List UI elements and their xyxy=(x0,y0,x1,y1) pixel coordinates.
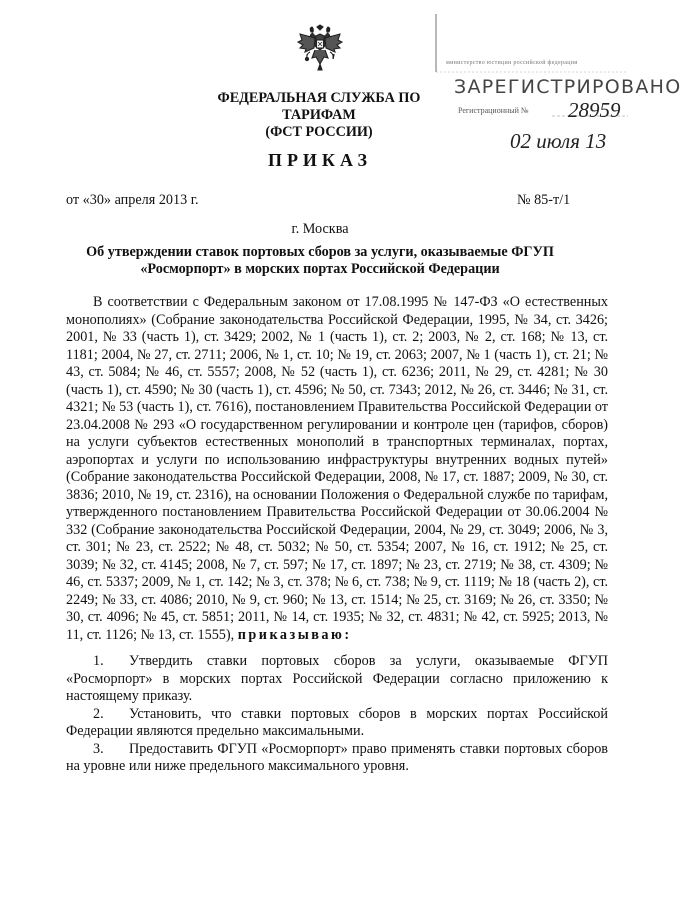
stamp-reg-number: 28959 xyxy=(568,98,621,122)
stamp-registered-label: ЗАРЕГИСТРИРОВАНО xyxy=(454,76,681,98)
stamp-reg-date: 02 июля 13 xyxy=(510,129,607,153)
order-item-text: Утвердить ставки портовых сборов за услуги, оказываемые ФГУП «Росморпорт» в морских портах Российской Федерации согласно приложению к настоящему приказу. xyxy=(66,653,608,704)
order-item xyxy=(66,706,608,741)
document-body xyxy=(66,294,608,776)
agency-name-line1: ФЕДЕРАЛЬНАЯ СЛУЖБА ПО ТАРИФАМ xyxy=(217,90,421,123)
order-item-number: 3. xyxy=(93,740,104,757)
order-item-number: 2. xyxy=(93,705,104,722)
order-items xyxy=(66,653,608,776)
order-item-text: Предоставить ФГУП «Росморпорт» право применять ставки портовых сборов на уровне или ниже предельного максимального уровня. xyxy=(66,740,608,774)
order-item-number: 1. xyxy=(93,653,104,669)
preamble-paragraph xyxy=(66,294,608,644)
order-word: приказываю: xyxy=(237,626,352,643)
coat-of-arms-emblem xyxy=(296,24,344,76)
order-item xyxy=(66,653,608,706)
stamp-reg-number-label: Регистрационный № xyxy=(458,106,529,115)
agency-name xyxy=(184,90,454,141)
preamble-text: В соответствии с Федеральным законом от 17.08.1995 № 147-ФЗ «О естественных монополиях» (Собрание законодательства Российской Федерации, 1995, № 34, ст. 3426; 2001, № 33 (часть 1), ст. 3429; 2002, № 1 (часть 1), ст. 2; 2003, № 2, ст. 168; № 13, ст. 1181; 2004, № 27, ст. 2711; 2006, № 1, ст. 10; № 19, ст. 2063; 2007, № 1 (часть 1), ст. 21; № 43, ст. 5084; № 46, ст. 5557; 2008, № 52 (часть 1), ст. 6236; 2011, № 29, ст. 4281; № 30 (часть 1), ст. 4590; № 30 (часть 1), ст. 4596; № 50, ст. 7343; 2012, № 26, ст. 3446; № 31, ст. 4321; № 53 (часть 1), ст. 7616), постановлением Правительства Российской Федерации от 23.04.2008 № 293 «О государственном регулировании и контроле цен (тарифов, сборов) на услуги субъектов естественных монополий в транспортных терминалах, портах, аэропортах и услуги по использованию инфраструктуры внутренних водных путей» (Собрание законодательства Российской Федерации, 2008, № 17, ст. 1887; 2009, № 30, ст. 3836; 2010, № 19, ст. 2316), на основании Положения о Федеральной службе по тарифам, утвержденного постановлением Правительства Российской Федерации от 30.06.2004 № 332 (Собрание законодательства Российской Федерации, 2004, № 29, ст. 3049; 2006, № 3, ст. 301; № 23, ст. 2522; № 48, ст. 5032; № 50, ст. 5354; 2007, № 16, ст. 1912; № 25, ст. 3039; № 32, ст. 4145; 2008, № 7, ст. 597; № 17, ст. 1897; № 23, ст. 2719; № 38, ст. 4309; № 46, ст. 5337; 2009, № 1, ст. 142; № 3, ст. 378; № 6, ст. 738; № 9, ст. 1119; № 18 (часть 2), ст. 2249; № 33, ст. 4086; 2010, № 9, ст. 960; № 13, ст. 1514; № 25, ст. 3169; № 26, ст. 3350; № 30, ст. 4096; № 45, ст. 5851; 2011, № 14, ст. 1935; № 32, ст. 4831; № 42, ст. 5925; 2013, № 11, ст. 1126; № 13, ст. 1555), xyxy=(66,294,608,643)
agency-name-line2: (ФСТ РОССИИ) xyxy=(265,124,373,140)
document-title: ПРИКАЗ xyxy=(267,150,373,170)
document-city: г. Москва xyxy=(291,221,349,237)
stamp-ministry-line: министерство юстиции российской федерации xyxy=(446,60,578,66)
order-item-text: Установить, что ставки портовых сборов в морских портах Российской Федерации являются предельно максимальными. xyxy=(66,705,608,739)
document-date: от «30» апреля 2013 г. xyxy=(66,192,199,208)
order-item xyxy=(66,741,608,776)
registration-stamp xyxy=(432,12,681,153)
document-number: № 85-т/1 xyxy=(517,192,571,208)
document-subject: Об утверждении ставок портовых сборов за услуги, оказываемые ФГУП «Росморпорт» в морских портах Российской Федерации xyxy=(86,244,554,277)
